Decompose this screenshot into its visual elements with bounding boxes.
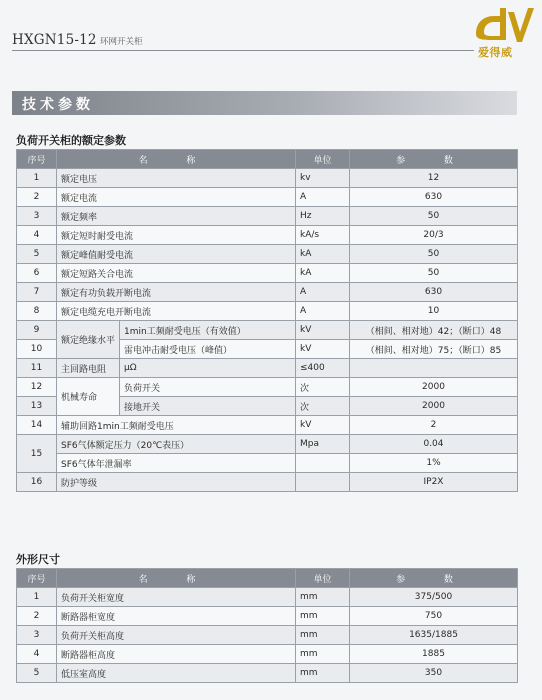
table-row — [17, 283, 518, 302]
table-row — [17, 473, 518, 492]
row-unit: ≤400 — [296, 359, 350, 378]
table-row — [17, 188, 518, 207]
table-row — [17, 378, 518, 397]
row-number: 6 — [17, 264, 57, 283]
row-name: 辅助回路1min工频耐受电压 — [57, 416, 296, 435]
row-number: 1 — [17, 169, 57, 188]
row-number: 3 — [17, 207, 57, 226]
brand-name: 爱得威 — [478, 46, 513, 59]
row-value: （相间、相对地）42；（断口）48 — [350, 321, 518, 340]
table-row — [17, 435, 518, 454]
model-number: HXGN15-12 — [12, 32, 97, 48]
row-value: 0.04 — [350, 435, 518, 454]
header-divider — [12, 50, 474, 51]
table-row — [17, 302, 518, 321]
row-name: 额定短路关合电流 — [57, 264, 296, 283]
row-unit: A — [296, 188, 350, 207]
row-value: 2 — [350, 416, 518, 435]
table-row — [17, 626, 518, 645]
table-row — [17, 359, 518, 378]
row-name: 额定峰值耐受电流 — [57, 245, 296, 264]
row-value: 10 — [350, 302, 518, 321]
table-row — [17, 169, 518, 188]
row-unit: Hz — [296, 207, 350, 226]
row-name: 负荷开关 — [120, 378, 296, 397]
row-number: 12 — [17, 378, 57, 397]
column-header: 参 数 — [350, 150, 518, 169]
table-row — [17, 588, 518, 607]
row-number: 15 — [17, 435, 57, 473]
dimensions-table-title: 外形尺寸 — [16, 553, 60, 566]
row-unit: kv — [296, 169, 350, 188]
row-number: 4 — [17, 226, 57, 245]
row-name: 1min工频耐受电压（有效值） — [120, 321, 296, 340]
row-number: 14 — [17, 416, 57, 435]
row-value: （相间、相对地）75；（断口）85 — [350, 340, 518, 359]
column-header: 名 称 — [57, 150, 296, 169]
row-unit: 次 — [296, 397, 350, 416]
row-name: 雷电冲击耐受电压（峰值） — [120, 340, 296, 359]
row-unit — [296, 454, 350, 473]
row-number: 8 — [17, 302, 57, 321]
ratings-table-title: 负荷开关柜的额定参数 — [16, 134, 126, 147]
row-name: 接地开关 — [120, 397, 296, 416]
row-value: IP2X — [350, 473, 518, 492]
row-value: 350 — [350, 664, 518, 683]
page-header — [0, 0, 542, 80]
row-group: 额定绝缘水平 — [57, 321, 120, 359]
row-number: 5 — [17, 664, 57, 683]
table-row — [17, 226, 518, 245]
column-header: 单位 — [296, 150, 350, 169]
row-name: SF6气体年泄漏率 — [57, 454, 296, 473]
row-unit: kV — [296, 416, 350, 435]
row-value: 50 — [350, 207, 518, 226]
table-row — [17, 245, 518, 264]
row-unit: mm — [296, 664, 350, 683]
ratings-table — [16, 149, 518, 492]
column-header: 序号 — [17, 569, 57, 588]
row-unit: kA — [296, 264, 350, 283]
product-subtitle: 环网开关柜 — [100, 37, 143, 47]
row-number: 10 — [17, 340, 57, 359]
row-value: 50 — [350, 264, 518, 283]
row-value: 50 — [350, 245, 518, 264]
row-name: 额定电压 — [57, 169, 296, 188]
row-number: 3 — [17, 626, 57, 645]
table-row — [17, 645, 518, 664]
row-group: 机械寿命 — [57, 378, 120, 416]
row-name: 额定电流 — [57, 188, 296, 207]
row-unit: kA/s — [296, 226, 350, 245]
row-value: 630 — [350, 188, 518, 207]
row-value — [350, 359, 518, 378]
row-number: 2 — [17, 188, 57, 207]
row-unit: mm — [296, 626, 350, 645]
row-unit: mm — [296, 645, 350, 664]
row-name: 断路器柜高度 — [57, 645, 296, 664]
table-row — [17, 664, 518, 683]
row-name: 防护等级 — [57, 473, 296, 492]
row-value: 375/500 — [350, 588, 518, 607]
row-name: SF6气体额定压力（20℃表压） — [57, 435, 296, 454]
row-number: 4 — [17, 645, 57, 664]
row-name: 额定电缆充电开断电流 — [57, 302, 296, 321]
row-unit: mm — [296, 607, 350, 626]
row-number: 7 — [17, 283, 57, 302]
column-header: 参 数 — [350, 569, 518, 588]
row-group: 主回路电阻 — [57, 359, 120, 378]
row-number: 5 — [17, 245, 57, 264]
section-banner — [12, 91, 517, 115]
row-name: 额定短时耐受电流 — [57, 226, 296, 245]
row-name: 额定频率 — [57, 207, 296, 226]
column-header: 序号 — [17, 150, 57, 169]
table-row — [17, 264, 518, 283]
table-row — [17, 416, 518, 435]
row-unit: kA — [296, 245, 350, 264]
row-number: 13 — [17, 397, 57, 416]
row-unit: mm — [296, 588, 350, 607]
row-value: 1635/1885 — [350, 626, 518, 645]
row-name: 负荷开关柜宽度 — [57, 588, 296, 607]
row-value: 630 — [350, 283, 518, 302]
row-value: 2000 — [350, 397, 518, 416]
row-value: 2000 — [350, 378, 518, 397]
row-value: 1885 — [350, 645, 518, 664]
row-value: 1% — [350, 454, 518, 473]
row-value: 20/3 — [350, 226, 518, 245]
row-name: 负荷开关柜高度 — [57, 626, 296, 645]
table-row — [17, 607, 518, 626]
column-header: 单位 — [296, 569, 350, 588]
row-name: 断路器柜宽度 — [57, 607, 296, 626]
row-unit: kV — [296, 321, 350, 340]
row-unit: A — [296, 283, 350, 302]
row-number: 2 — [17, 607, 57, 626]
row-value: 750 — [350, 607, 518, 626]
row-unit: kV — [296, 340, 350, 359]
row-name: 额定有功负载开断电流 — [57, 283, 296, 302]
table-row — [17, 321, 518, 340]
table-header-row — [17, 569, 518, 588]
table-header-row — [17, 150, 518, 169]
row-number: 9 — [17, 321, 57, 340]
table-row — [17, 207, 518, 226]
row-unit — [296, 473, 350, 492]
row-value: 12 — [350, 169, 518, 188]
row-number: 1 — [17, 588, 57, 607]
column-header: 名 称 — [57, 569, 296, 588]
row-unit: 次 — [296, 378, 350, 397]
row-name: μΩ — [120, 359, 296, 378]
row-name: 低压室高度 — [57, 664, 296, 683]
dimensions-table — [16, 568, 518, 683]
section-title: 技术参数 — [22, 97, 94, 113]
row-number: 11 — [17, 359, 57, 378]
row-number: 16 — [17, 473, 57, 492]
row-unit: A — [296, 302, 350, 321]
row-unit: Mpa — [296, 435, 350, 454]
table-row — [17, 454, 518, 473]
